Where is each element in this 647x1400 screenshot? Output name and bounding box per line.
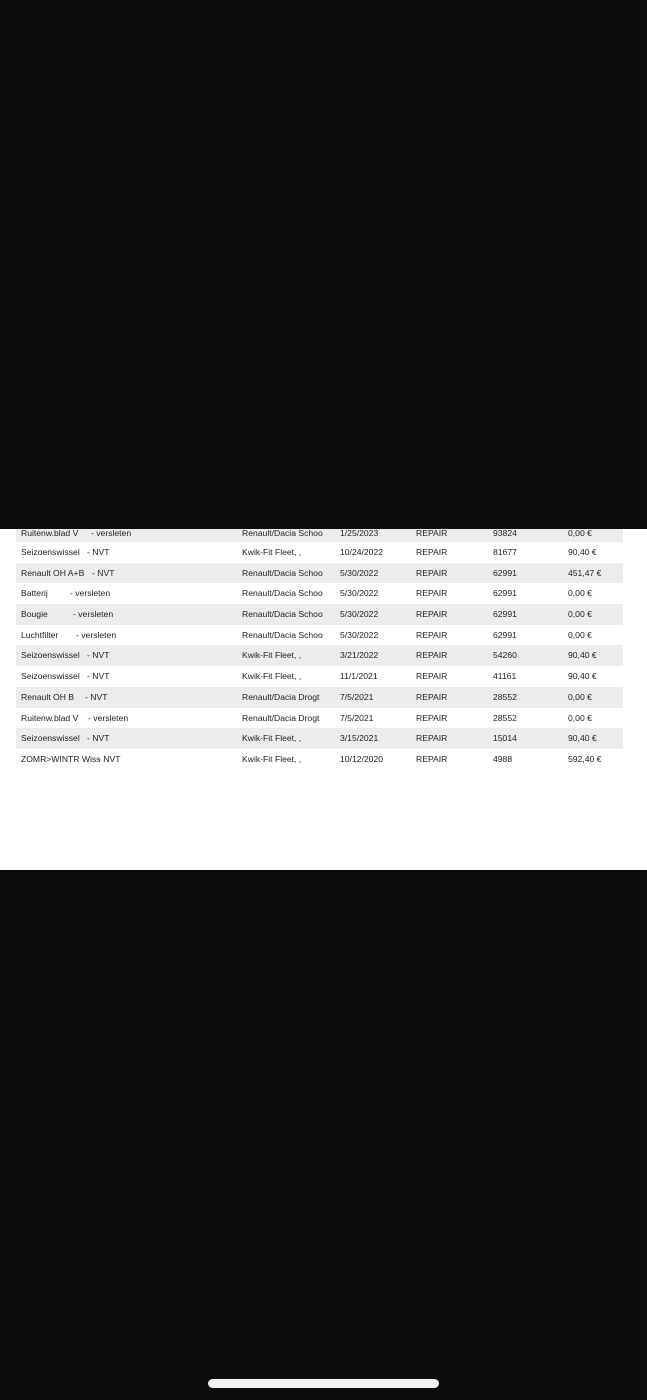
- cost-cell: 90,40 €: [568, 671, 597, 682]
- date-cell: 7/5/2021: [340, 712, 374, 723]
- description-cell: Ruitenw.blad V: [21, 529, 79, 538]
- description-cell: ZOMR>WINTR Wiss: [21, 753, 101, 764]
- garage-cell: Renault/Dacia Schoo: [242, 629, 323, 640]
- status-cell: - versleten: [91, 529, 132, 538]
- cost-cell: 0,00 €: [568, 691, 592, 702]
- table-row: [16, 666, 623, 687]
- date-cell: 10/24/2022: [340, 547, 384, 557]
- garage-cell: Renault/Dacia Drogt: [242, 712, 320, 723]
- date-cell: 5/30/2022: [340, 609, 379, 620]
- garage-cell: Kwik-Fit Fleet, ,: [242, 671, 302, 682]
- description-cell: Seizoenswissel: [21, 547, 80, 557]
- cost-cell: 90,40 €: [568, 733, 597, 744]
- status-cell: - NVT: [87, 671, 110, 682]
- table-row: [16, 708, 623, 729]
- garage-cell: Renault/Dacia Drogt: [242, 691, 320, 702]
- mileage-cell: 62991: [493, 588, 517, 599]
- cost-cell: 0,00 €: [568, 712, 592, 723]
- table-row: [16, 529, 623, 542]
- status-cell: - NVT: [87, 733, 110, 744]
- mileage-cell: 28552: [493, 712, 517, 723]
- cost-cell: 592,40 €: [568, 753, 602, 764]
- date-cell: 5/30/2022: [340, 567, 379, 578]
- date-cell: 1/25/2023: [340, 529, 379, 538]
- type-cell: REPAIR: [416, 753, 448, 764]
- date-cell: 3/21/2022: [340, 650, 379, 661]
- table-row: [16, 687, 623, 708]
- type-cell: REPAIR: [416, 671, 448, 682]
- maintenance-table: [16, 529, 623, 770]
- description-cell: Renault OH B: [21, 691, 75, 702]
- garage-cell: Kwik-Fit Fleet, ,: [242, 547, 302, 557]
- garage-cell: Renault/Dacia Schoo: [242, 567, 323, 578]
- table-row: [16, 728, 623, 749]
- mileage-cell: 41161: [493, 671, 517, 682]
- date-cell: 7/5/2021: [340, 691, 374, 702]
- cost-cell: 90,40 €: [568, 547, 597, 557]
- table-row: [16, 583, 623, 604]
- cost-cell: 0,00 €: [568, 629, 592, 640]
- mileage-cell: 93824: [493, 529, 517, 538]
- mileage-cell: 28552: [493, 691, 517, 702]
- mileage-cell: 4988: [493, 753, 513, 764]
- mileage-cell: 81677: [493, 547, 517, 557]
- description-cell: Bougie: [21, 609, 48, 620]
- type-cell: REPAIR: [416, 712, 448, 723]
- description-cell: Seizoenswissel: [21, 650, 80, 661]
- cost-cell: 0,00 €: [568, 529, 592, 538]
- status-cell: - NVT: [87, 650, 110, 661]
- type-cell: REPAIR: [416, 609, 448, 620]
- cost-cell: 0,00 €: [568, 588, 592, 599]
- type-cell: REPAIR: [416, 547, 448, 557]
- description-cell: Seizoenswissel: [21, 733, 80, 744]
- date-cell: 11/1/2021: [340, 671, 378, 682]
- status-cell: - NVT: [92, 567, 115, 578]
- table-row: [16, 625, 623, 646]
- mileage-cell: 62991: [493, 609, 517, 620]
- table-row: [16, 604, 623, 625]
- status-cell: - NVT: [98, 753, 121, 764]
- document-image: [0, 529, 647, 870]
- description-cell: Seizoenswissel: [21, 671, 80, 682]
- date-cell: 3/15/2021: [340, 733, 379, 744]
- mileage-cell: 62991: [493, 567, 517, 578]
- type-cell: REPAIR: [416, 588, 448, 599]
- status-cell: - versleten: [88, 712, 129, 723]
- type-cell: REPAIR: [416, 650, 448, 661]
- date-cell: 10/12/2020: [340, 753, 384, 764]
- mileage-cell: 62991: [493, 629, 517, 640]
- status-cell: - versleten: [73, 609, 114, 620]
- garage-cell: Kwik-Fit Fleet, ,: [242, 650, 302, 661]
- date-cell: 5/30/2022: [340, 629, 379, 640]
- status-cell: - NVT: [87, 547, 110, 557]
- table-row: [16, 645, 623, 666]
- type-cell: REPAIR: [416, 733, 448, 744]
- garage-cell: Kwik-Fit Fleet, ,: [242, 753, 302, 764]
- type-cell: REPAIR: [416, 691, 448, 702]
- status-cell: - versleten: [76, 629, 117, 640]
- description-cell: Luchtfilter: [21, 629, 59, 640]
- description-cell: Renault OH A+B: [21, 567, 85, 578]
- cost-cell: 451,47 €: [568, 567, 602, 578]
- garage-cell: Renault/Dacia Schoo: [242, 529, 323, 538]
- date-cell: 5/30/2022: [340, 588, 379, 599]
- status-cell: - NVT: [85, 691, 108, 702]
- cost-cell: 90,40 €: [568, 650, 597, 661]
- description-cell: Ruitenw.blad V: [21, 712, 79, 723]
- garage-cell: Kwik-Fit Fleet, ,: [242, 733, 302, 744]
- type-cell: REPAIR: [416, 629, 448, 640]
- description-cell: Batterij: [21, 588, 48, 599]
- mileage-cell: 15014: [493, 733, 517, 744]
- table-row: [16, 563, 623, 584]
- garage-cell: Renault/Dacia Schoo: [242, 588, 323, 599]
- table-row: [16, 542, 623, 563]
- type-cell: REPAIR: [416, 529, 448, 538]
- mileage-cell: 54260: [493, 650, 517, 661]
- status-cell: - versleten: [70, 588, 111, 599]
- garage-cell: Renault/Dacia Schoo: [242, 609, 323, 620]
- cost-cell: 0,00 €: [568, 609, 592, 620]
- table-row: [16, 749, 623, 770]
- home-indicator[interactable]: [208, 1379, 439, 1388]
- type-cell: REPAIR: [416, 567, 448, 578]
